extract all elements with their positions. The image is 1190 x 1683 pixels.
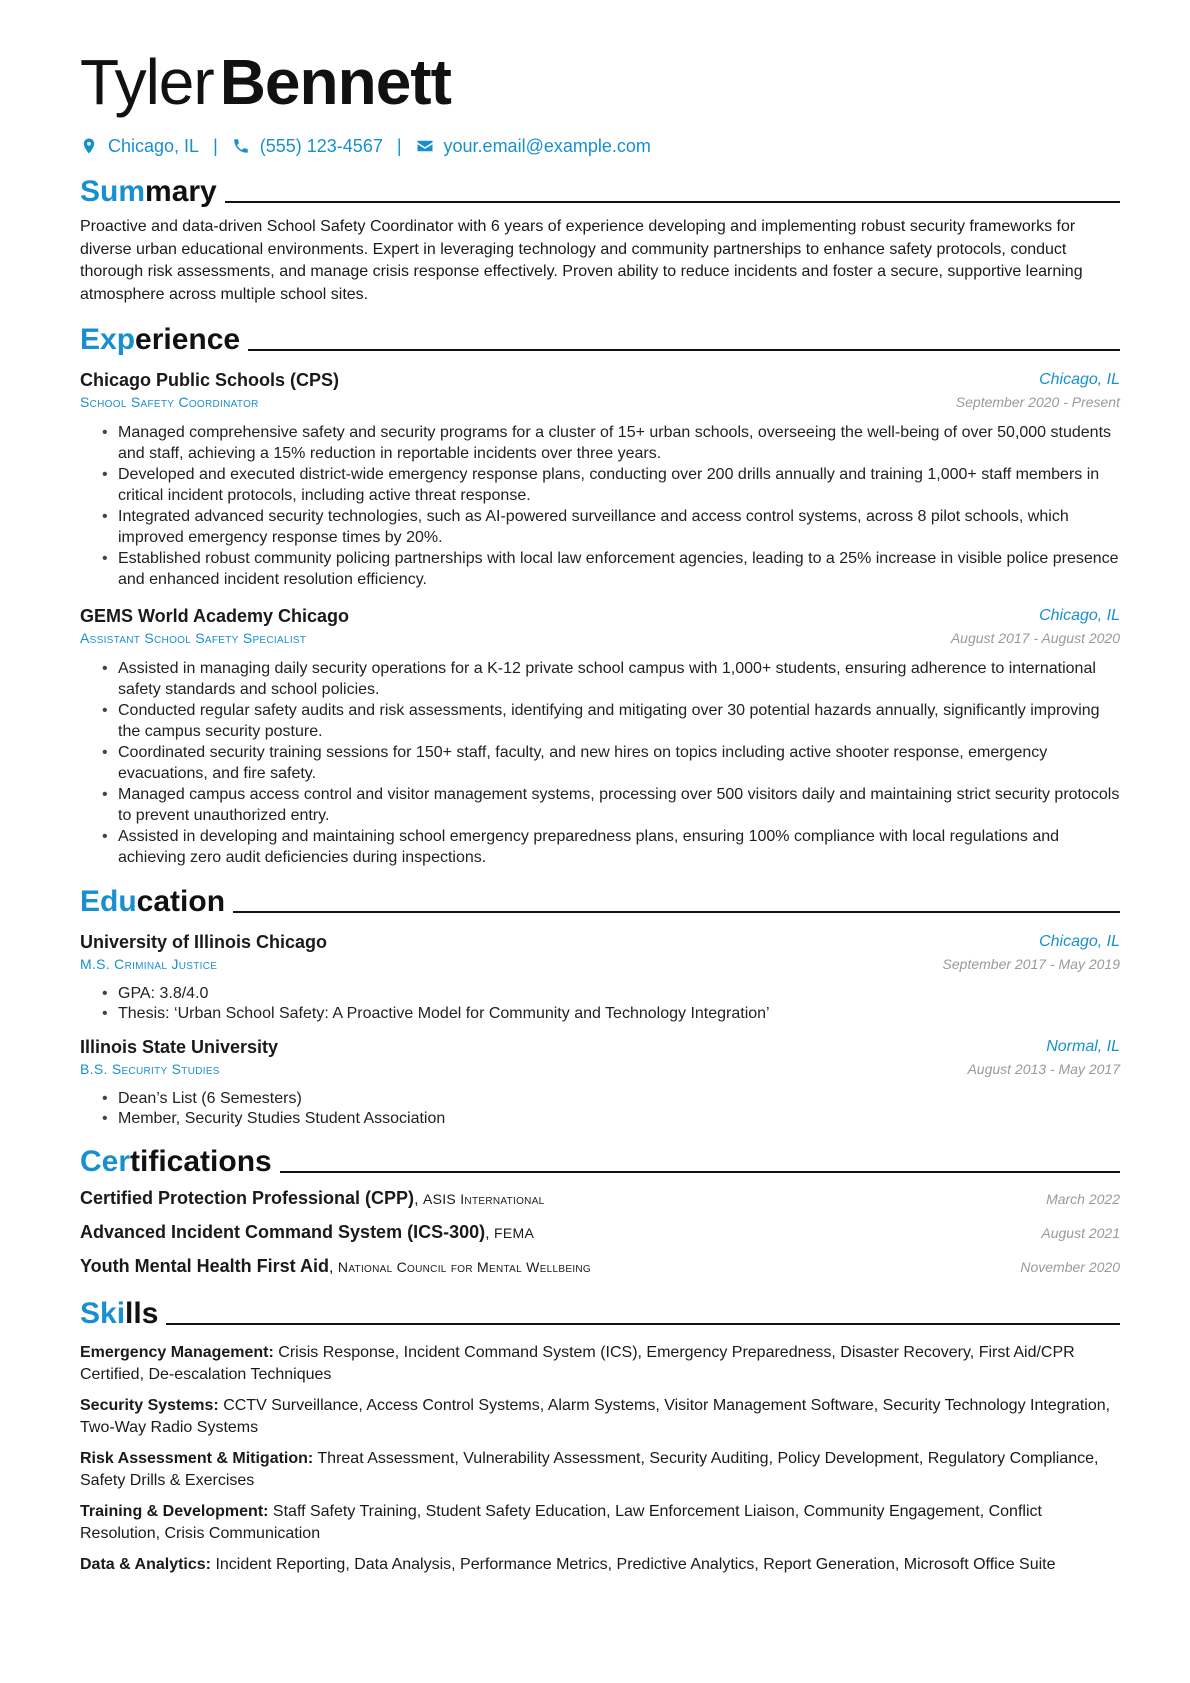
envelope-icon xyxy=(416,137,434,155)
employer-name: GEMS World Academy Chicago xyxy=(80,606,350,626)
skill-values: CCTV Surveillance, Access Control Systems, Alarm Systems, Visitor Management Software, Security Technology Integration, Two-Way Radio Systems xyxy=(80,1397,1111,1436)
certification-item: Youth Mental Health First Aid, National Council for Mental Wellbeing November 2020 xyxy=(80,1256,1120,1276)
section-title-rest: mary xyxy=(145,175,217,208)
section-title-accent: Edu xyxy=(80,885,137,918)
certification-title: Certified Protection Professional (CPP) xyxy=(80,1188,415,1208)
skill-category: Security Systems: xyxy=(80,1397,219,1414)
section-title-accent: Ski xyxy=(80,1297,126,1330)
bullet-list xyxy=(80,984,1120,1023)
certification-issuer: National Council for Mental Wellbeing xyxy=(337,1259,591,1275)
education-entry xyxy=(80,1035,1120,1128)
location-text: Chicago, IL xyxy=(108,135,200,156)
bullet-item: • GPA: 3.8/4.0 xyxy=(80,984,1120,1004)
skills-section-heading xyxy=(80,1292,1120,1332)
section-rule xyxy=(233,911,1120,913)
degree: M.S. Criminal Justice xyxy=(80,956,218,972)
section-title-rest: erience xyxy=(135,323,241,356)
resume-page xyxy=(80,0,1120,1576)
section-title xyxy=(80,1144,272,1180)
education-entry xyxy=(80,930,1120,1023)
entry-location: Normal, IL xyxy=(1046,1038,1120,1055)
school-name: Illinois State University xyxy=(80,1037,279,1057)
bullet-item: • Member, Security Studies Student Association xyxy=(80,1109,1120,1129)
skill-row xyxy=(80,1448,1120,1491)
bullet-item: • Coordinated security training sessions for 150+ staff, faculty, and new hires on topics including active shooter response, emergency evacuations, and fire safety. xyxy=(80,742,1120,784)
bullet-list xyxy=(80,1089,1120,1128)
section-title-accent: Cer xyxy=(80,1145,131,1178)
job-title: School Safety Coordinator xyxy=(80,394,259,410)
bullet-item: • Established robust community policing partnerships with local law enforcement agencies, leading to a 25% increase in visible police presence and enhanced incident resolution efficiency. xyxy=(80,548,1120,590)
summary-text: Proactive and data-driven School Safety Coordinator with 6 years of experience developing and implementing robust security frameworks for diverse urban educational environments. Expert in leveraging technology and community partnerships to enhance safety protocols, conduct thorough risk assessments, and manage crisis response effectively. Proven ability to reduce incidents and foster a secure, supportive learning atmosphere across multiple school sites. xyxy=(80,218,1083,303)
certification-list xyxy=(80,1188,1120,1290)
certification-item: Certified Protection Professional (CPP), ASIS International March 2022 xyxy=(80,1188,1120,1208)
skill-category: Risk Assessment & Mitigation: xyxy=(80,1450,314,1467)
section-title-rest: lls xyxy=(125,1297,159,1330)
section-title-accent: Sum xyxy=(80,175,146,208)
bullet-item: • Thesis: ‘Urban School Safety: A Proactive Model for Community and Technology Integration’ xyxy=(80,1004,1120,1024)
summary-section-heading xyxy=(80,170,1120,210)
certifications-section-heading xyxy=(80,1140,1120,1180)
section-title-accent: Exp xyxy=(80,323,136,356)
section-title xyxy=(80,884,225,920)
entry-dates: August 2017 - August 2020 xyxy=(950,630,1120,646)
employer-name: Chicago Public Schools (CPS) xyxy=(80,370,340,390)
skill-values: Staff Safety Training, Student Safety Education, Law Enforcement Liaison, Community Engagement, Conflict Resolution, Crisis Communication xyxy=(80,1503,1042,1542)
experience-section-heading xyxy=(80,318,1120,358)
experience-entry xyxy=(80,604,1120,868)
last-name: Bennett xyxy=(219,46,451,118)
bullet-item: • Managed campus access control and visitor management systems, processing over 500 visitors daily and maintaining strict security protocols to prevent unauthorized entry. xyxy=(80,784,1120,826)
location-item xyxy=(80,136,199,157)
certification-issuer: ASIS International xyxy=(422,1191,545,1207)
experience-entry xyxy=(80,368,1120,590)
section-title-rest: cation xyxy=(136,885,226,918)
bullet-item: • Conducted regular safety audits and risk assessments, identifying and mitigating over 30 potential hazards annually, significantly improving the campus security posture. xyxy=(80,700,1120,742)
skill-category: Training & Development: xyxy=(80,1503,269,1520)
section-title xyxy=(80,322,240,358)
certification-date: November 2020 xyxy=(1020,1259,1120,1275)
section-title xyxy=(80,1296,158,1332)
contact-separator: | xyxy=(213,135,218,156)
certification-date: August 2021 xyxy=(1041,1225,1120,1241)
section-rule xyxy=(166,1323,1120,1325)
skill-values: Crisis Response, Incident Command System (ICS), Emergency Preparedness, Disaster Recovery, First Aid/CPR Certified, De-escalation Techniques xyxy=(80,1344,1075,1383)
contact-separator: | xyxy=(396,135,402,156)
bullet-item: • Managed comprehensive safety and security programs for a cluster of 15+ urban schools, overseeing the well-being of over 50,000 students and staff, achieving a 15% reduction in reportable incidents over three years. xyxy=(80,422,1120,464)
degree: B.S. Security Studies xyxy=(80,1061,220,1077)
entry-dates: September 2017 - May 2019 xyxy=(942,956,1120,972)
skill-values: Threat Assessment, Vulnerability Assessment, Security Auditing, Policy Development, Regulatory Compliance, Safety Drills & Exercises xyxy=(80,1450,1099,1489)
section-rule xyxy=(248,349,1120,351)
skill-category: Emergency Management: xyxy=(80,1344,274,1361)
skill-row xyxy=(80,1342,1120,1385)
skill-values: Incident Reporting, Data Analysis, Performance Metrics, Predictive Analytics, Report Generation, Microsoft Office Suite xyxy=(215,1556,1056,1573)
bullet-item: • Integrated advanced security technologies, such as AI-powered surveillance and access control systems, across 8 pilot schools, which improved emergency response times by 20%. xyxy=(80,506,1120,548)
bullet-list xyxy=(80,422,1120,590)
skill-row xyxy=(80,1501,1120,1544)
bullet-item: • Assisted in managing daily security operations for a K-12 private school campus with 1,000+ students, ensuring adherence to international safety standards and school policies. xyxy=(80,658,1120,700)
entry-location: Chicago, IL xyxy=(1039,371,1120,388)
skill-category: Data & Analytics: xyxy=(80,1556,211,1573)
phone-icon xyxy=(232,137,250,155)
first-name: Tyler xyxy=(80,46,214,118)
certification-date: March 2022 xyxy=(1046,1191,1120,1207)
map-pin-icon xyxy=(80,137,98,155)
job-title: Assistant School Safety Specialist xyxy=(80,630,307,646)
entry-dates: August 2013 - May 2017 xyxy=(967,1061,1120,1077)
section-rule xyxy=(225,201,1120,203)
bullet-list xyxy=(80,658,1120,868)
education-section-heading xyxy=(80,880,1120,920)
bullet-item: • Assisted in developing and maintaining school emergency preparedness plans, ensuring 100% compliance with local regulations and achieving zero audit deficiencies during inspections. xyxy=(80,826,1120,868)
email-item[interactable] xyxy=(416,136,651,157)
bullet-item: • Dean’s List (6 Semesters) xyxy=(80,1089,1120,1109)
contact-bar xyxy=(80,134,1120,158)
bullet-item: • Developed and executed district-wide emergency response plans, conducting over 200 drills annually and training 1,000+ staff members in critical incident protocols, including active threat response. xyxy=(80,464,1120,506)
certification-title: Advanced Incident Command System (ICS-300) xyxy=(80,1222,486,1242)
entry-dates: September 2020 - Present xyxy=(955,394,1120,410)
section-title-rest: tifications xyxy=(130,1145,272,1178)
skill-row xyxy=(80,1554,1120,1576)
email-link[interactable]: your.email@example.com xyxy=(443,135,651,156)
entry-location: Chicago, IL xyxy=(1039,607,1120,624)
certification-issuer: FEMA xyxy=(494,1225,535,1241)
certification-title: Youth Mental Health First Aid xyxy=(80,1256,330,1276)
school-name: University of Illinois Chicago xyxy=(80,932,328,952)
entry-location: Chicago, IL xyxy=(1039,933,1120,950)
phone-text: (555) 123-4567 xyxy=(259,135,383,156)
section-title xyxy=(80,174,217,210)
certification-item: Advanced Incident Command System (ICS-300), FEMA August 2021 xyxy=(80,1222,1120,1242)
skill-row xyxy=(80,1395,1120,1438)
phone-item[interactable] xyxy=(232,136,383,157)
candidate-name xyxy=(80,42,1120,122)
section-rule xyxy=(280,1171,1120,1173)
